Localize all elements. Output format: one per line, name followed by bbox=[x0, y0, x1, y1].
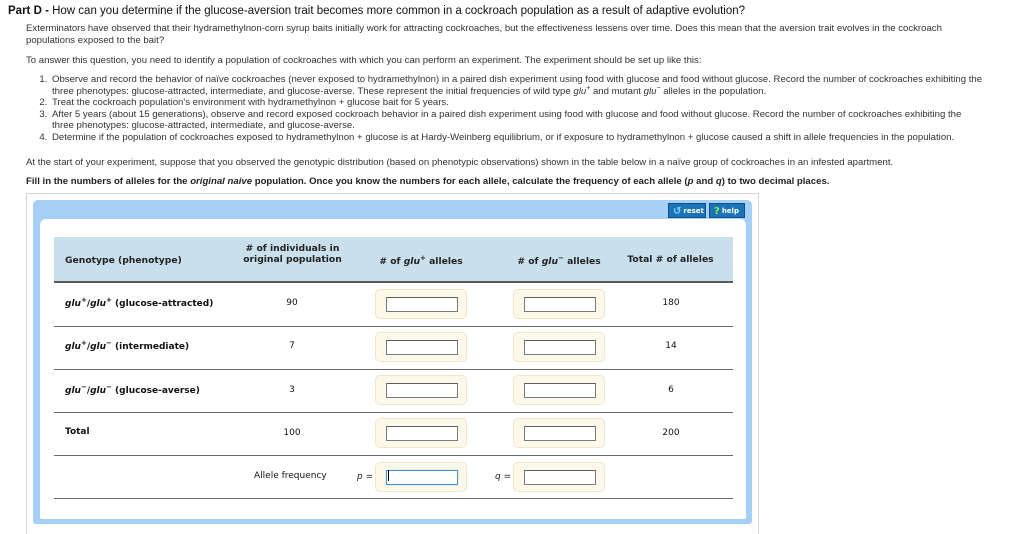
glu-minus-total-input-box bbox=[513, 418, 605, 448]
row-divider bbox=[54, 369, 733, 370]
reset-button[interactable]: ↺ reset bbox=[668, 203, 706, 218]
individuals-row-1: 90 bbox=[286, 298, 298, 308]
help-icon: ? bbox=[714, 206, 720, 217]
glu-minus-input-row-3[interactable] bbox=[524, 383, 596, 398]
total-individuals: 100 bbox=[283, 428, 301, 438]
question-title bbox=[8, 5, 745, 17]
p-label: p = bbox=[357, 472, 374, 482]
glu-minus-input-row-1[interactable] bbox=[524, 297, 596, 312]
glu-plus-total-input[interactable] bbox=[386, 426, 458, 441]
glu-plus-total-input-box bbox=[375, 418, 467, 448]
row-divider bbox=[54, 412, 733, 413]
context-paragraph: At the start of your experiment, suppose that you observed the genotypic distribution (based on phenotypic observations) shown in the table below in a naïve group of cockroaches in an infested apartment. bbox=[26, 157, 894, 168]
setup-paragraph: To answer this question, you need to identify a population of cockroaches with which you can perform an experiment. The experiment should be set up like this: bbox=[26, 55, 702, 66]
total-alleles-total: 200 bbox=[662, 428, 680, 438]
row-divider bbox=[54, 455, 733, 456]
step-2: 2. Treat the cockroach population's environment with hydramethylnon + glucose bait for 5 years. bbox=[50, 97, 985, 109]
part-label: Part D - bbox=[8, 5, 49, 17]
glu-plus-input-row-1[interactable] bbox=[386, 297, 458, 312]
glu-minus-input-row-2[interactable] bbox=[524, 340, 596, 355]
text-cursor bbox=[388, 470, 389, 481]
header-genotype: Genotype (phenotype) bbox=[65, 255, 182, 266]
total-alleles-row-2: 14 bbox=[665, 341, 677, 351]
step-3: 3. After 5 years (about 15 generations), observe and record exposed cockroach behavior in a paired dish experiment using food with glucose and food without glucose. Record the number of cockroaches exhibiting the three phenotypes: glucose-attracted, intermediate, and glucose-averse. bbox=[50, 109, 985, 132]
instruction-paragraph: Fill in the numbers of alleles for the original naive population. Once you know the numbers for each allele, calculate the frequency of each allele (p and q) to two decimal places. bbox=[26, 176, 830, 187]
header-total-alleles: Total # of alleles bbox=[627, 254, 714, 265]
glu-minus-total-input[interactable] bbox=[524, 426, 596, 441]
genotype-row-3: glu−/glu− (glucose-averse) bbox=[65, 383, 200, 396]
question-title-text: How can you determine if the glucose-aversion trait becomes more common in a cockroach population as a result of adaptive evolution? bbox=[52, 5, 746, 17]
step-1: 1. Observe and record the behavior of naïve cockroaches (never exposed to hydramethylnon) in a paired dish experiment using food with glucose and food without glucose. Record the number of cockroaches exhibiting the three phenotypes: glucose-attracted, intermediate, and glucose-averse. These represent the initial frequencies of wild type glu+ and mutant glu− alleles in the population. bbox=[50, 74, 985, 97]
help-button[interactable]: ? help bbox=[709, 203, 745, 218]
experiment-steps bbox=[26, 74, 985, 143]
glu-plus-input-row-3[interactable] bbox=[386, 383, 458, 398]
glu-plus-input-box-row-3 bbox=[375, 375, 467, 405]
glu-plus-input-box-row-1 bbox=[375, 289, 467, 319]
intro-paragraph: Exterminators have observed that their hydramethylnon-corn syrup baits initially work for attracting cockroaches, but the effectiveness lessens over time. Does this mean that the aversion trait evolves in the cockroach populations exposed to the bait? bbox=[26, 23, 942, 46]
header-glu-minus: # of glu− alleles bbox=[517, 253, 601, 267]
total-alleles-row-1: 180 bbox=[662, 298, 680, 308]
q-label: q = bbox=[495, 472, 512, 482]
allele-frequency-label: Allele frequency bbox=[254, 471, 327, 481]
glu-minus-input-box-row-1 bbox=[513, 289, 605, 319]
total-row-label: Total bbox=[65, 427, 90, 437]
q-frequency-input[interactable] bbox=[524, 470, 596, 485]
individuals-row-2: 7 bbox=[289, 341, 295, 351]
total-alleles-row-3: 6 bbox=[668, 385, 674, 395]
glu-plus-input-box-row-2 bbox=[375, 332, 467, 362]
genotype-row-2: glu+/glu− (intermediate) bbox=[65, 339, 190, 352]
glu-minus-input-box-row-2 bbox=[513, 332, 605, 362]
glu-plus-input-row-2[interactable] bbox=[386, 340, 458, 355]
reset-icon: ↺ bbox=[673, 206, 682, 217]
row-divider bbox=[54, 326, 733, 327]
header-individuals: # of individuals in original population bbox=[243, 243, 342, 265]
individuals-row-3: 3 bbox=[289, 385, 295, 395]
p-frequency-input[interactable] bbox=[386, 470, 458, 485]
header-glu-plus: # of glu+ alleles bbox=[379, 253, 463, 267]
step-4: 4. Determine if the population of cockroaches exposed to hydramethylnon + glucose is at Hardy-Weinberg equilibrium, or if exposure to hydramethylnon + glucose caused a shift in allele frequencies in the population. bbox=[50, 132, 985, 144]
q-input-box bbox=[513, 462, 605, 492]
row-divider bbox=[54, 498, 733, 499]
glu-minus-input-box-row-3 bbox=[513, 375, 605, 405]
genotype-row-1: glu+/glu+ (glucose-attracted) bbox=[65, 296, 214, 309]
